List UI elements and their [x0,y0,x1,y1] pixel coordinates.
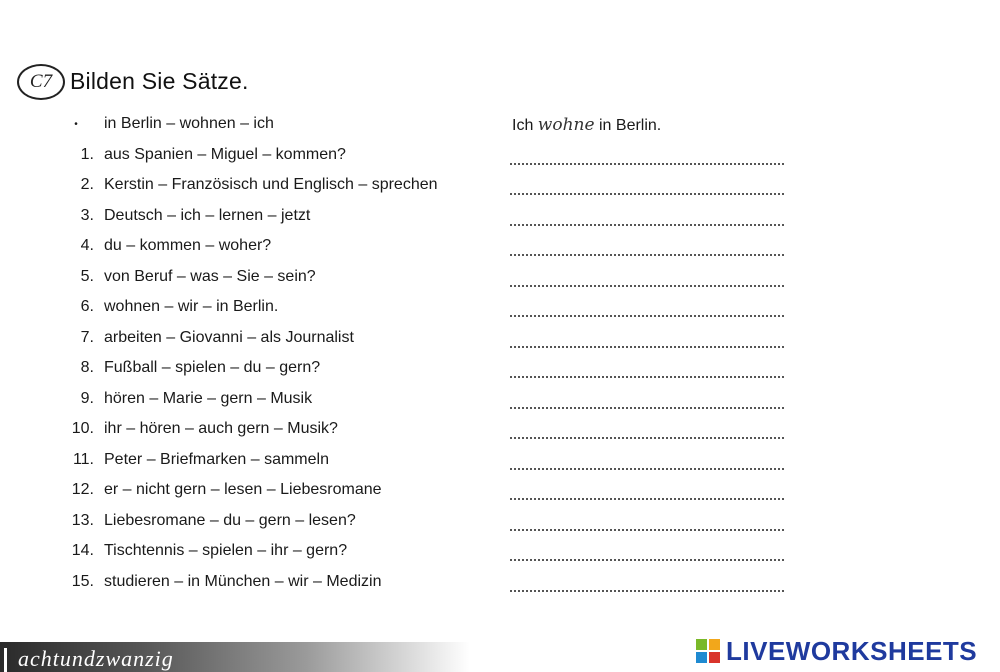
example-answer-prefix: Ich [512,117,534,134]
exercise-item [0,264,1000,295]
item-number: 6. [80,298,94,315]
brand-name: LIVEWORKSHEETS [726,635,978,666]
example-answer [512,115,661,135]
exercise-item [0,569,1000,600]
answer-input-line[interactable] [510,242,784,256]
item-prompt: von Beruf – was – Sie – sein? [104,267,316,285]
exercise-item [0,172,1000,203]
answer-input-line[interactable] [510,578,784,592]
exercise-item [0,416,1000,447]
item-number: 1. [80,145,94,163]
logo-square-l [696,639,707,650]
item-number: 12. [71,481,94,498]
exercise-badge: C7 [17,64,65,100]
exercise-title: Bilden Sie Sätze. [70,68,249,94]
item-prompt: du – kommen – woher? [104,237,272,254]
exercise-item [0,477,1000,508]
answer-input-line[interactable] [510,181,784,195]
answer-input-line[interactable] [510,486,784,500]
exercise-item [0,233,1000,264]
exercise-item [0,355,1000,386]
item-number: 13. [71,511,94,529]
exercise-item [0,325,1000,356]
item-prompt: Deutsch – ich – lernen – jetzt [104,206,311,224]
answer-input-line[interactable] [510,517,784,531]
item-number: 8. [80,359,94,376]
item-number: 7. [80,328,94,346]
bullet-icon: • [74,119,78,130]
item-number: 9. [80,389,94,407]
answer-input-line[interactable] [510,273,784,287]
answer-input-line[interactable] [510,151,784,165]
item-number: 11. [72,450,94,468]
item-prompt: Tischtennis – spielen – ihr – gern? [104,542,348,559]
exercise-item [0,203,1000,234]
item-number: 5. [80,267,94,285]
example-row [0,111,1000,142]
answer-input-line[interactable] [510,395,784,409]
liveworksheets-logo-icon [696,639,720,663]
answer-input-line[interactable] [510,212,784,226]
liveworksheets-brand[interactable] [696,636,977,666]
item-prompt: studieren – in München – wir – Medizin [104,572,382,590]
item-prompt: ihr – hören – auch gern – Musik? [104,420,338,437]
exercise-item [0,508,1000,539]
item-prompt: wohnen – wir – in Berlin. [104,298,279,315]
item-prompt: Fußball – spielen – du – gern? [104,359,321,376]
exercise-item [0,294,1000,325]
answer-input-line[interactable] [510,547,784,561]
item-number: 14. [71,542,94,559]
exercise-item [0,386,1000,417]
item-number: 4. [80,237,94,254]
answer-input-line[interactable] [510,425,784,439]
item-prompt: hören – Marie – gern – Musik [104,389,313,407]
exercise-item [0,142,1000,173]
exercise-item [0,447,1000,478]
logo-square-i [709,639,720,650]
item-prompt: Kerstin – Französisch und Englisch – sprechen [104,176,438,193]
answer-input-line[interactable] [510,303,784,317]
item-number: 2. [80,176,94,193]
page-number-word: achtundzwanzig [18,646,174,671]
logo-square-v [696,652,707,663]
item-prompt: Peter – Briefmarken – sammeln [104,450,329,468]
answer-input-line[interactable] [510,456,784,470]
item-prompt: arbeiten – Giovanni – als Journalist [104,328,354,346]
answer-input-line[interactable] [510,334,784,348]
item-number: 15. [71,572,94,590]
example-answer-suffix: in Berlin. [599,117,662,134]
item-prompt: er – nicht gern – lesen – Liebesromane [104,481,382,498]
example-answer-handwritten: wohne [537,115,595,135]
item-prompt: aus Spanien – Miguel – kommen? [104,145,346,163]
item-prompt: Liebesromane – du – gern – lesen? [104,511,356,529]
answer-input-line[interactable] [510,364,784,378]
page-footer-strip [0,642,470,672]
footer-bar [4,648,7,672]
exercise-item [0,538,1000,569]
item-number: 3. [80,206,94,224]
logo-square-e [709,652,720,663]
exercise-list [0,111,1000,599]
example-prompt: in Berlin – wohnen – ich [104,115,274,132]
item-number: 10. [71,420,94,437]
